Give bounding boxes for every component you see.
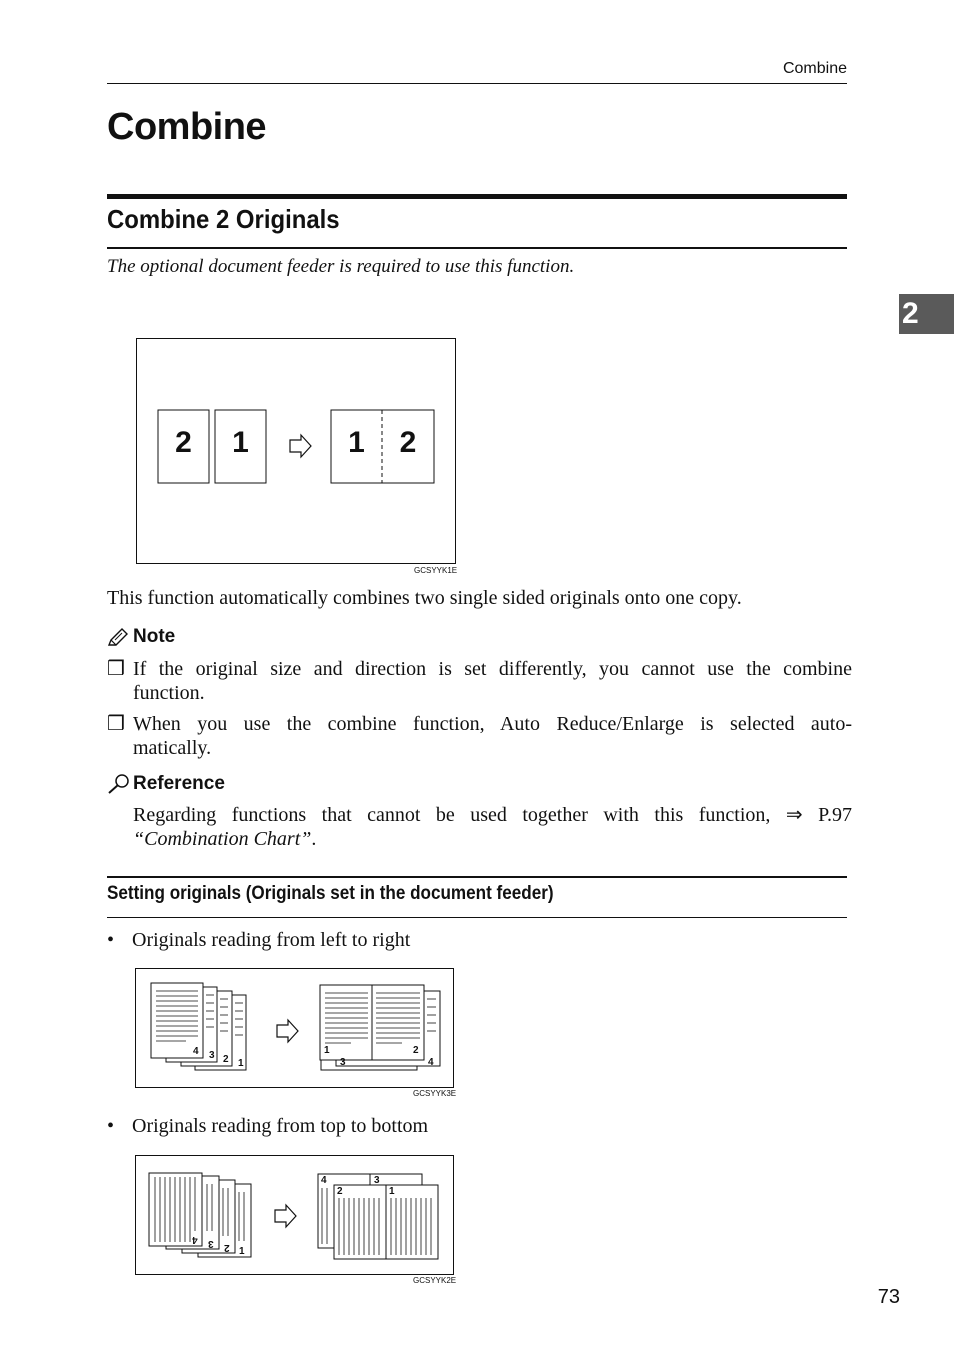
figure-code: GCSYYK2E bbox=[413, 1276, 457, 1285]
arrow-icon bbox=[277, 1020, 298, 1042]
note-item-line: matically. bbox=[133, 737, 212, 759]
page-number: 73 bbox=[877, 1286, 900, 1308]
checkbox-icon: ❒ bbox=[107, 713, 125, 735]
section-top-rule bbox=[107, 194, 847, 199]
page-number-label: 4 bbox=[428, 1057, 434, 1068]
top-to-bottom-diagram bbox=[136, 1156, 453, 1274]
page-number-label: 1 bbox=[389, 1186, 395, 1197]
page-label: 1 bbox=[232, 426, 249, 459]
page-number-label: 3 bbox=[340, 1057, 346, 1068]
note-item bbox=[107, 712, 852, 762]
note-item-line: If the original size and direction is set differently, you cannot use the combine bbox=[133, 658, 852, 680]
page-number-label: 2 bbox=[223, 1054, 229, 1065]
page-number-label: 4 bbox=[193, 1046, 199, 1057]
subsection-heading: Setting originals (Originals set in the document feeder) bbox=[107, 883, 554, 904]
bullet-item bbox=[107, 929, 410, 952]
combine-figure bbox=[136, 338, 456, 564]
note-item bbox=[107, 657, 852, 707]
page-title: Combine bbox=[107, 106, 267, 148]
magnifier-icon bbox=[107, 773, 131, 795]
chapter-tab: 2 bbox=[899, 294, 954, 334]
figure-code: GCSYYK3E bbox=[413, 1089, 457, 1098]
page-label: 2 bbox=[399, 426, 417, 459]
section-bottom-rule bbox=[107, 247, 847, 249]
bullet-icon: • bbox=[107, 1115, 115, 1137]
page-number-label: 3 bbox=[374, 1175, 380, 1186]
page-number-label: 4 bbox=[321, 1175, 327, 1186]
page-number-label: 1 bbox=[238, 1058, 244, 1069]
reference-body bbox=[133, 803, 852, 853]
page-number-label: 1 bbox=[324, 1045, 330, 1056]
page-label: 1 bbox=[348, 426, 365, 459]
pencil-icon bbox=[107, 627, 129, 649]
subsection-top-rule bbox=[107, 876, 847, 878]
left-to-right-diagram bbox=[136, 969, 453, 1087]
page-number-label: 3 bbox=[209, 1050, 215, 1061]
combined-stack bbox=[318, 1174, 438, 1259]
page-number-label: 2 bbox=[337, 1186, 343, 1197]
description: This function automatically combines two single sided originals onto one copy. bbox=[107, 587, 742, 609]
page-number-label: 3 bbox=[208, 1238, 214, 1249]
top-to-bottom-figure bbox=[135, 1155, 454, 1275]
header-rule bbox=[107, 83, 847, 84]
bullet-text: Originals reading from top to bottom bbox=[132, 1115, 429, 1137]
page-number-label: 1 bbox=[239, 1246, 245, 1257]
page-label: 2 bbox=[175, 426, 192, 459]
note-item-line: When you use the combine function, Auto Reduce/Enlarge is selected auto- bbox=[133, 713, 852, 735]
subsection-bottom-rule bbox=[107, 917, 847, 918]
reference-end: . bbox=[311, 828, 317, 850]
section-heading: Combine 2 Originals bbox=[107, 204, 340, 234]
checkbox-icon: ❒ bbox=[107, 658, 125, 680]
left-to-right-figure bbox=[135, 968, 454, 1088]
bullet-item bbox=[107, 1115, 428, 1138]
note-label: Note bbox=[133, 626, 176, 647]
figure-code: GCSYYK1E bbox=[414, 566, 458, 575]
reference-link[interactable]: “Combination Chart” bbox=[133, 828, 312, 850]
reference-text: Regarding functions that cannot be used together with this function, ⇒ P.97 bbox=[133, 804, 852, 826]
arrow-icon bbox=[275, 1205, 296, 1227]
page-number-label: 2 bbox=[224, 1242, 230, 1253]
running-head: Combine bbox=[782, 60, 847, 77]
bullet-icon: • bbox=[107, 929, 115, 951]
arrow-icon bbox=[290, 435, 311, 457]
original-stack bbox=[149, 1173, 251, 1257]
bullet-text: Originals reading from left to right bbox=[132, 929, 411, 951]
requirement-note: The optional document feeder is required to use this function. bbox=[107, 256, 575, 277]
page-number-label: 2 bbox=[413, 1045, 419, 1056]
page-number-label: 4 bbox=[192, 1234, 198, 1245]
note-item-line: function. bbox=[133, 682, 205, 704]
reference-label: Reference bbox=[133, 773, 225, 794]
